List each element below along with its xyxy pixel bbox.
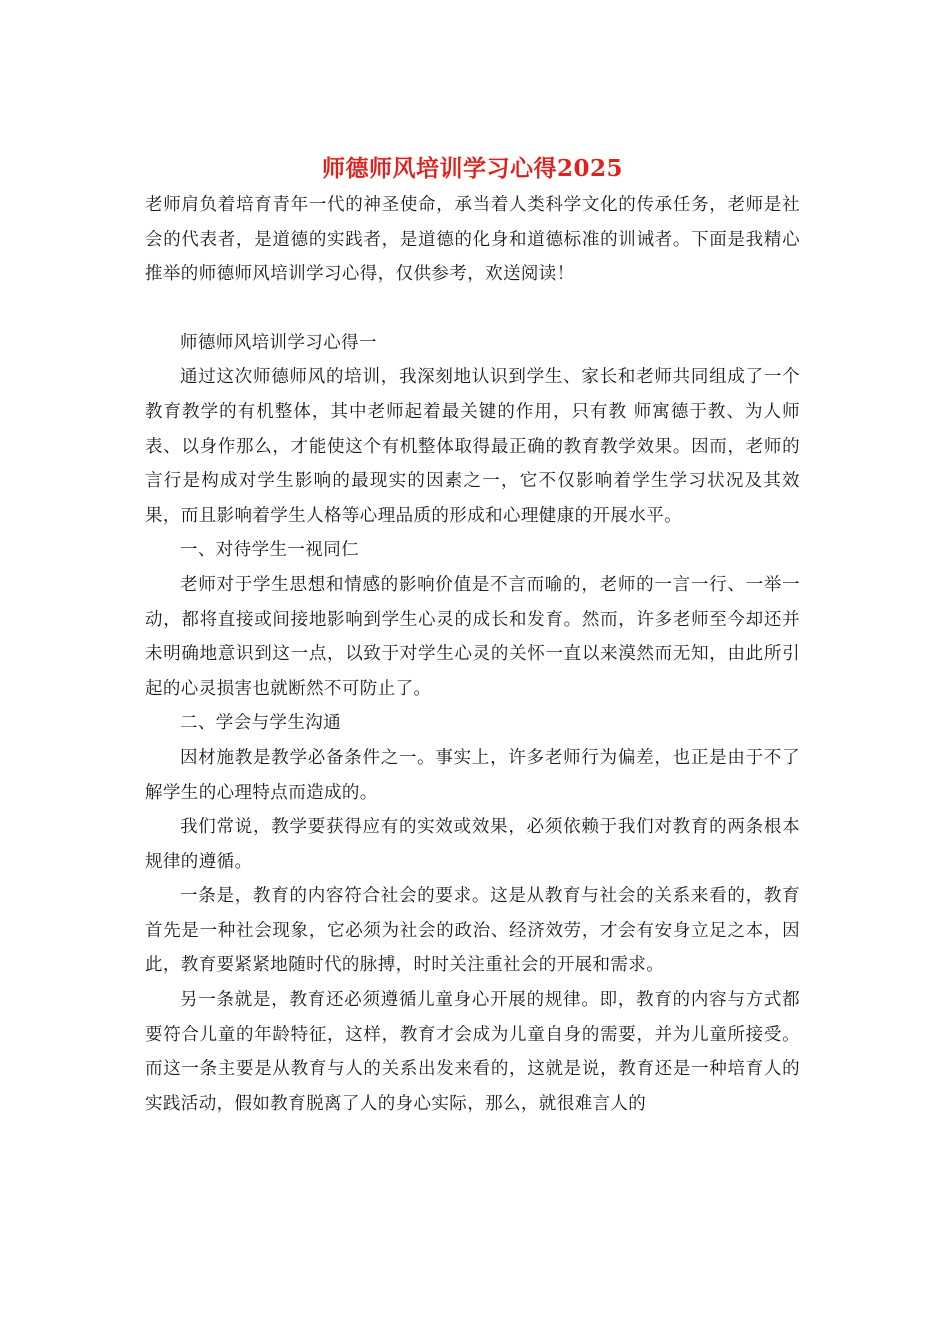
- document-page: [145, 150, 800, 1121]
- body-paragraph: 通过这次师德师风的培训，我深刻地认识到学生、家长和老师共同组成了一个教育教学的有机整体，其中老师起着最关键的作用，只有教 师寓德于教、为人师表、以身作那么，才能使这个有机整体取得最正确的教育教学效果。因而，老师的言行是构成对学生影响的最现实的因素之一，它不仅影响着学生学习状况及其效果，而且影响着学生人格等心理品质的形成和心理健康的开展水平。: [145, 367, 800, 526]
- intro-paragraph: 老师肩负着培育青年一代的神圣使命，承当着人类科学文化的传承任务，老师是社会的代表者，是道德的实践者，是道德的化身和道德标准的训诫者。下面是我精心推举的师德师风培训学习心得，仅供参考，欢送阅读！: [145, 195, 800, 285]
- spacer: [145, 292, 800, 326]
- body-paragraph: 另一条就是，教育还必须遵循儿童身心开展的规律。即，教育的内容与方式都要符合儿童的年龄特征，这样，教育才会成为儿童自身的需要，并为儿童所接受。而这一条主要是从教育与人的关系出发来看的，这就是说，教育还是一种培育人的实践活动，假如教育脱离了人的身心实际，那么，就很难言人的: [145, 990, 800, 1114]
- subheading: 二、学会与学生沟通: [180, 713, 342, 734]
- body-paragraph: 一条是，教育的内容符合社会的要求。这是从教育与社会的关系来看的，教育首先是一种社会现象，它必须为社会的政治、经济效劳，才会有安身立足之本，因此，教育要紧紧地随时代的脉搏，时时关注重社会的开展和需求。: [145, 886, 800, 976]
- body-paragraph: 我们常说，教学要获得应有的实效或效果，必须依赖于我们对教育的两条根本规律的遵循。: [145, 817, 800, 872]
- section-title: 师德师风培训学习心得一: [180, 332, 377, 353]
- body-paragraph: 老师对于学生思想和情感的影响价值是不言而喻的，老师的一言一行、一举一动，都将直接或间接地影响到学生心灵的成长和发育。然而，许多老师至今却还并未明确地意识到这一点，以致于对学生心灵的关怀一直以来漠然而无知，由此所引起的心灵损害也就断然不可防止了。: [145, 574, 800, 699]
- body-paragraph: 因材施教是教学必备条件之一。事实上，许多老师行为偏差，也正是由于不了解学生的心理特点而造成的。: [145, 747, 800, 803]
- document-title: 师德师风培训学习心得2025: [321, 155, 623, 182]
- subheading: 一、对待学生一视同仁: [180, 540, 359, 561]
